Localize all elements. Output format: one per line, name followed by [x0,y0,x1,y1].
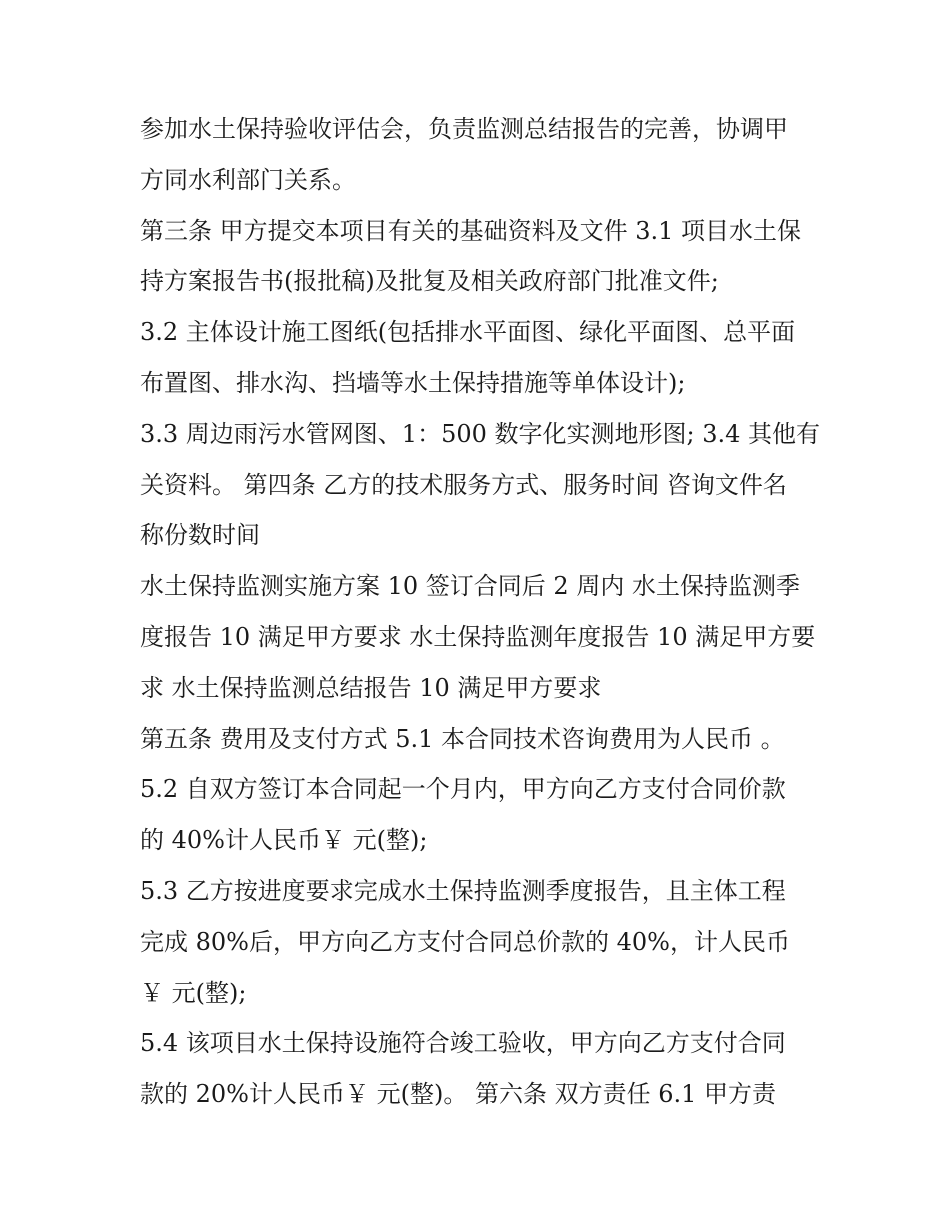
text-line: 求 水土保持监测总结报告 10 满足甲方要求 [140,673,602,702]
text-line: 款的 20%计人民币￥ 元(整)。 第六条 双方责任 6.1 甲方责 [140,1080,777,1109]
text-line: 持方案报告书(报批稿)及批复及相关政府部门批准文件; [140,267,719,296]
document-body [140,104,820,1120]
text-line: 5.2 自双方签订本合同起一个月内，甲方向乙方支付合同价款 [140,775,786,804]
text-line: 5.4 该项目水土保持设施符合竣工验收，甲方向乙方支付合同 [140,1029,786,1058]
text-line: 5.3 乙方按进度要求完成水土保持监测季度报告，且主体工程 [140,876,786,905]
text-line: 3.2 主体设计施工图纸(包括排水平面图、绿化平面图、总平面 [140,318,796,347]
text-line: 度报告 10 满足甲方要求 水土保持监测年度报告 10 满足甲方要 [140,622,816,651]
text-line: 方同水利部门关系。 [140,165,356,194]
text-line: 关资料。 第四条 乙方的技术服务方式、服务时间 咨询文件名 [140,470,787,499]
text-line: 完成 80%后，甲方向乙方支付合同总价款的 40%，计人民币 [140,927,790,956]
text-line: 第三条 甲方提交本项目有关的基础资料及文件 3.1 项目水土保 [140,216,802,245]
text-line: 参加水土保持验收评估会，负责监测总结报告的完善，协调甲 [140,115,788,143]
text-line: 第五条 费用及支付方式 5.1 本合同技术咨询费用为人民币 。 [140,724,785,753]
text-line: 3.3 周边雨污水管网图、1：500 数字化实测地形图; 3.4 其他有 [140,419,821,448]
text-line: 布置图、排水沟、挡墙等水土保持措施等单体设计); [140,368,686,397]
text-line: 水土保持监测实施方案 10 签订合同后 2 周内 水土保持监测季 [140,572,800,601]
text-line: 的 40%计人民币￥ 元(整); [140,826,428,855]
text-line: 称份数时间 [140,521,260,550]
text-line: ￥ 元(整); [140,978,247,1007]
